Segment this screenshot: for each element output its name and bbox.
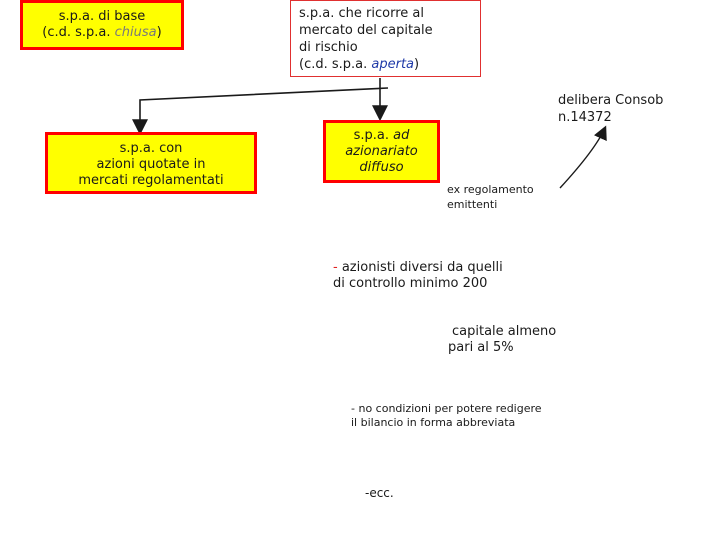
note-condizioni-line2: il bilancio in forma abbreviata [351,416,516,429]
box-spa-base-chiusa: chiusa [114,25,157,40]
box-spa-diffuso-ad: ad [393,128,410,143]
box-spa-diffuso-line1-pre: s.p.a. [353,128,394,143]
box-spa-base-line1: s.p.a. di base [58,9,146,24]
box-spa-diffuso-line2: azionariato [345,144,418,159]
box-spa-quotate [45,132,257,194]
note-delibera-line1: delibera Consob [558,93,664,108]
note-capitale-line1: capitale almeno [452,324,557,339]
note-ecc: -ecc. [365,486,394,500]
note-azionisti-dash: - [333,260,338,275]
box-spa-mercato-aperta: aperta [371,57,415,72]
box-spa-quotate-line3: mercati regolamentati [78,173,224,188]
box-spa-base [20,0,184,50]
note-capitale-line2: pari al 5% [448,340,514,355]
box-spa-quotate-line2: azioni quotate in [96,157,206,172]
note-azionisti-line1 [333,260,503,275]
box-spa-mercato-line3: di rischio [299,40,358,55]
note-delibera-line2: n.14372 [558,110,612,125]
box-spa-mercato-line4 [299,56,480,73]
arrow-to-delibera [560,128,605,188]
box-spa-diffuso-line1 [326,128,437,144]
note-azionisti-text1: azionisti diversi da quelli [337,260,503,275]
box-spa-base-line2-post: ) [156,25,162,40]
box-spa-quotate-line1: s.p.a. con [119,141,183,156]
box-spa-mercato-line4-post: ) [414,57,420,72]
note-condizioni-line1: - no condizioni per potere redigere [351,402,542,415]
box-spa-diffuso-line3: diffuso [359,160,404,175]
note-regolamento-line2: emittenti [447,198,498,211]
box-spa-mercato-line2: mercato del capitale [299,23,433,38]
box-spa-diffuso [323,120,440,183]
box-spa-base-line2 [23,24,181,41]
note-regolamento-line1: ex regolamento [447,183,534,196]
note-azionisti-line2: di controllo minimo 200 [333,276,488,291]
box-spa-mercato-line1: s.p.a. che ricorre al [299,6,424,21]
box-spa-base-line2-pre: (c.d. s.p.a. [42,25,115,40]
box-spa-mercato-line4-pre: (c.d. s.p.a. [299,57,372,72]
box-spa-mercato [290,0,481,77]
